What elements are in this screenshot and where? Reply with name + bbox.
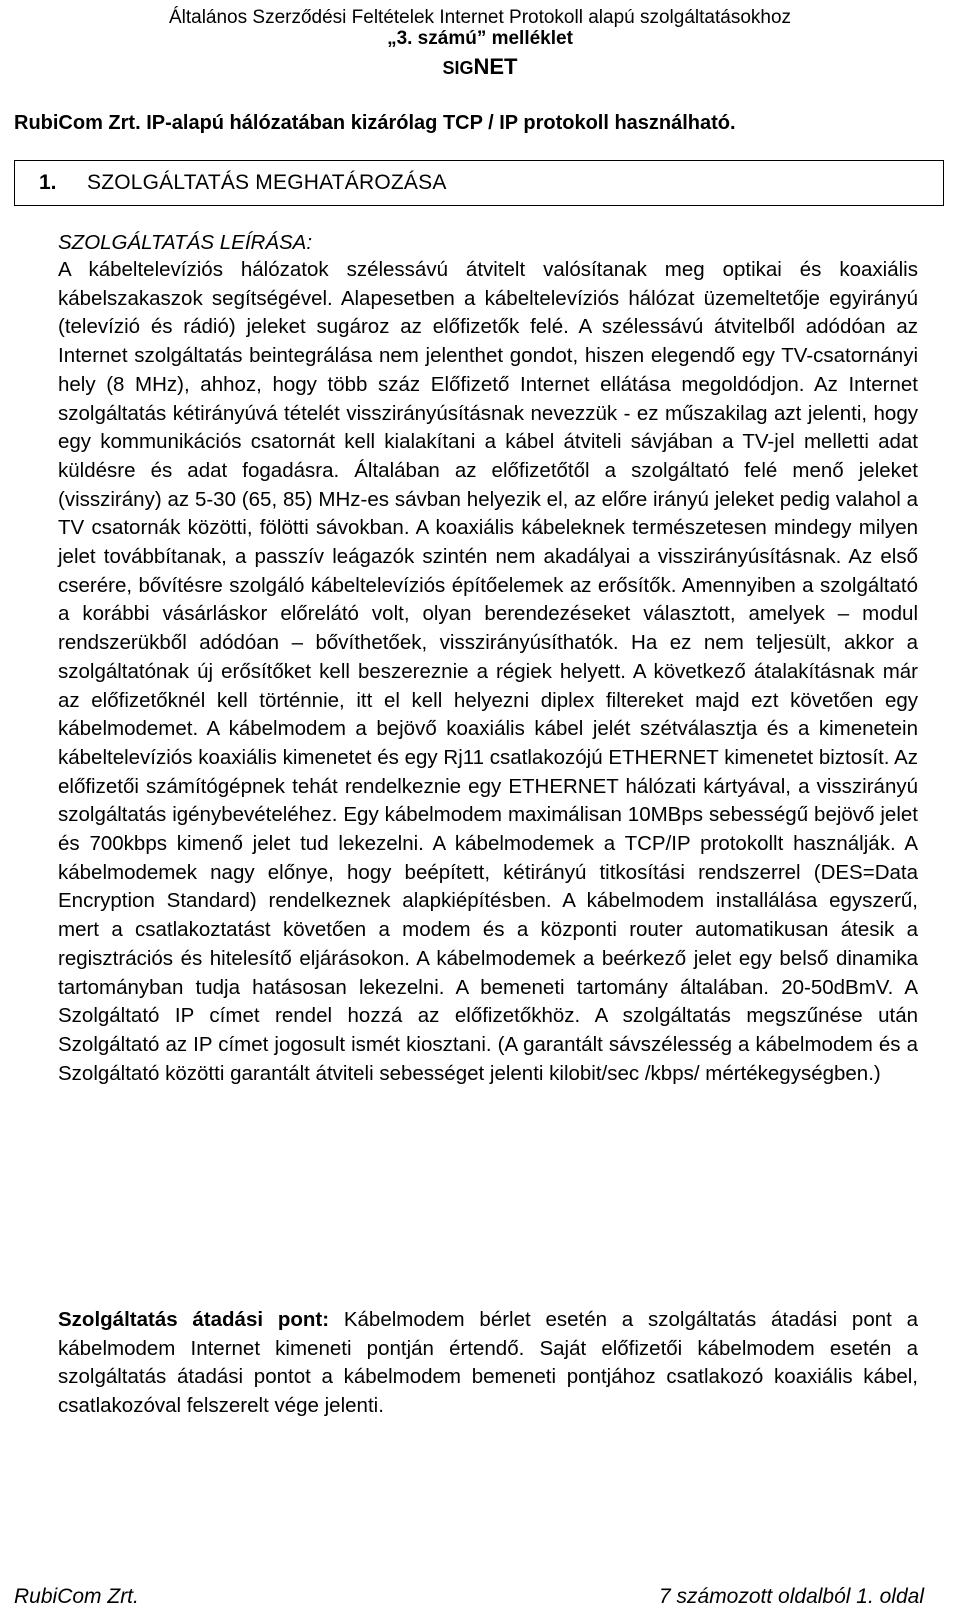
document-title: Általános Szerződési Feltételek Internet Protokoll alapú szolgáltatásokhoz bbox=[168, 7, 792, 28]
section-number: 1. bbox=[39, 171, 57, 194]
handover-point-label: Szolgáltatás átadási pont: bbox=[58, 1308, 330, 1331]
service-description-paragraph: A kábeltelevíziós hálózatok szélessávú átvitelt valósítanak meg optikai és koaxiális kábelszakaszok segítségével. Alapesetben a kábeltelevíziós hálózat üzemeltetője egyirányú (televízió és rádió) jeleket sugároz az előfizetők felé. A szélessávú átvitelből adódóan az Internet szolgáltatás beintegrálása nem jelenthet gondot, hiszen elegendő egy TV-csatornányi hely (8 MHz), ahhoz, hogy több száz Előfizető Internet ellátása megoldódjon. Az Internet szolgáltatás kétirányúvá tételét visszirányúsításnak nevezzük - ez műszakilag azt jelenti, hogy egy kommunikációs csatornát kell kialakítani a kábel átviteli sávjában a TV-jel melletti adat küldésre és adat fogadásra. Általában az előfizetőtől a szolgáltató felé menő jeleket (visszirány) az 5-30 (65, 85) MHz-es sávban helyezik el, az előre irányú jeleket pedig valahol a TV csatornák közötti, fölötti sávokban. A koaxiális kábeleknek természetesen mindegy milyen jelet továbbítanak, a passzív leágazók szintén nem akadályai a visszirányúsításnak. Az első cserére, bővítésre szolgáló kábeltelevíziós építőelemek az erősítők. Amennyiben a szolgáltató a korábbi vásárláskor előrelátó volt, olyan berendezéseket választott, amelyek – modul rendszerükből adódóan – bővíthetőek, visszirányúsíthatók. Ha ez nem teljesült, akkor a szolgáltatónak új erősítőket kell beszereznie a régiek helyett. A következő átalakításnak már az előfizetőknél kell történnie, itt el kell helyezni diplex filtereket majd ezt követően egy kábelmodemet. A kábelmodem a bejövő koaxiális kábel jelét szétválasztja és a kimenetein kábeltelevíziós koaxiális kimenetet és egy Rj11 csatlakozójú ETHERNET kimenetet biztosít. Az előfizetői számítógépnek tehát rendelkeznie egy ETHERNET hálózati kártyával, a visszirányú szolgáltatás igénybevételéhez. Egy kábelmodem maximálisan 10MBps sebességű bejövő jelet és 700kbps kimenő jelet tud lekezelni. A kábelmodemek a TCP/IP protokollt használják. A kábelmodemek nagy előnye, hogy beépített, kétirányú titkosítási rendszerrel (DES=Data Encryption Standard) rendelkeznek alapkiépítésben. A kábelmodem installálása egyszerű, mert a csatlakoztatást követően a modem és a központi router automatikusan átesik a regisztrációs és hitelesítő eljárásokon. A kábelmodemek a beérkező jelet egy belső dinamika tartományban tudja hatásosan lekezelni. A bemeneti tartomány általában. 20-50dBmV. A Szolgáltató IP címet rendel hozzá az előfizetőkhöz. A szolgáltatás megszűnése után Szolgáltató az IP címet jogosult ismét kiosztani. (A garantált sávszélesség a kábelmodem és a Szolgáltató közötti garantált átviteli sebességet jelenti kilobit/sec /kbps/ mértékegységben.) bbox=[58, 258, 918, 1085]
footer-page-number: 7 számozott oldalból 1. oldal bbox=[659, 1585, 924, 1608]
brand-logo-text bbox=[0, 52, 960, 85]
section-heading-box bbox=[14, 160, 944, 206]
brand-suffix: NET bbox=[473, 54, 518, 79]
service-description-heading: SZOLGÁLTATÁS LEÍRÁSA: bbox=[58, 231, 313, 254]
brand-prefix: SIG bbox=[442, 58, 474, 78]
handover-point-text: Kábelmodem bérlet esetén a szolgáltatás átadási pont a kábelmodem Internet kimeneti pontján értendő. Saját előfizetői kábelmodem esetén a szolgáltatás átadási pontot a kábelmodem bemeneti pontjához csatlakozó koaxiális kábel, csatlakozóval felszerelt vége jelenti. bbox=[58, 1308, 918, 1418]
protocol-restriction-notice: RubiCom Zrt. IP-alapú hálózatában kizárólag TCP / IP protokoll használható. bbox=[14, 112, 736, 134]
footer-company: RubiCom Zrt. bbox=[14, 1585, 139, 1608]
annex-label: „3. számú” melléklet bbox=[387, 28, 573, 49]
handover-point-paragraph bbox=[58, 1306, 918, 1421]
section-title: SZOLGÁLTATÁS MEGHATÁROZÁSA bbox=[87, 171, 447, 194]
